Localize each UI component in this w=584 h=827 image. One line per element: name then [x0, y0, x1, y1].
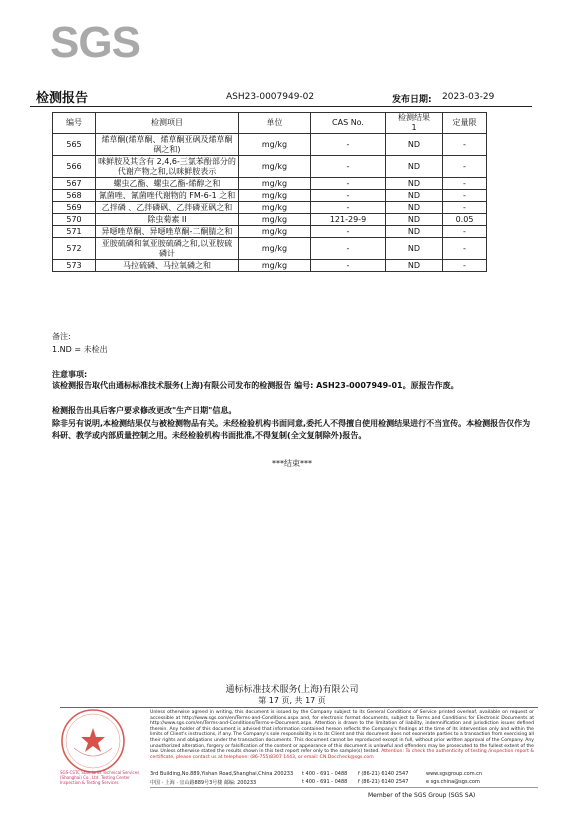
cell-result: ND	[386, 226, 443, 238]
cell-unit: mg/kg	[239, 190, 311, 202]
footer-divider	[60, 707, 538, 708]
table-row	[53, 238, 487, 260]
cell-item: 烯草酮(烯草酮、烯草酮亚砜及烯草酮砜之和)	[96, 134, 239, 156]
table-row	[53, 260, 487, 272]
address-chinese: 中国 · 上海 · 宜山路889号3号楼 邮编: 200233	[150, 780, 257, 786]
cell-loq: -	[443, 202, 487, 214]
cell-no: 568	[53, 190, 96, 202]
phone-line-2: t 400 - 691 - 0488	[302, 779, 348, 785]
col-header-no: 编号	[53, 113, 96, 134]
table-row	[53, 214, 487, 226]
cell-item: 除虫菊素 II	[96, 214, 239, 226]
cell-loq: -	[443, 260, 487, 272]
cell-loq: 0.05	[443, 214, 487, 226]
table-row	[53, 190, 487, 202]
report-number: ASH23-0007949-02	[226, 92, 315, 102]
page-number: 第 17 页, 共 17 页	[258, 696, 326, 705]
cell-cas: -	[311, 226, 386, 238]
results-table	[52, 112, 487, 272]
cell-loq: -	[443, 178, 487, 190]
cell-cas: -	[311, 260, 386, 272]
cell-item: 马拉硫磷、马拉氧磷之和	[96, 260, 239, 272]
cell-no: 572	[53, 238, 96, 260]
notes-nd-definition: 1.ND = 未检出	[52, 345, 108, 354]
table-row	[53, 202, 487, 214]
cell-cas: -	[311, 178, 386, 190]
cell-result: ND	[386, 134, 443, 156]
footer-company-name: 通标标准技术服务(上海)有限公司	[225, 685, 359, 695]
cell-loq: -	[443, 156, 487, 178]
title-divider	[30, 106, 532, 107]
sgs-group-membership: Member of the SGS Group (SGS SA)	[368, 792, 476, 799]
cell-no: 567	[53, 178, 96, 190]
disclaimer-text: Unless otherwise agreed in writing, this document is issued by the Company subject to its General Conditions of Service printed overleaf, available on request or accessible at http://www.sgs.com/en/Terms-and-Conditions.aspx and, for electronic format documents, subject to Terms and Conditions for Electronic Documents at http://www.sgs.com/en/Terms-and-Conditions/Terms-e-Document.aspx. Attention is drawn to the limitation of liability, indemnification and jurisdiction issues defined therein. Any holder of this document is advised that information contained hereon reflects the Company's findings at the time of its intervention only and within the limits of Client's instructions, if any. The Company's sole responsibility is to its Client and this document does not exonerate parties to a transaction from exercising all their rights and obligations under the transaction documents. This document cannot be reproduced except in full, without prior written approval of the Company. Any unauthorized alteration, forgery or falsification of the content or appearance of this document is unlawful and offenders may be prosecuted to the fullest extent of the law. Unless otherwise stated the results shown in this test report refer only to the sample(s) tested.	[150, 710, 534, 755]
table-row	[53, 134, 487, 156]
cell-item: 亚胺硫磷和氧亚胺硫磷之和,以亚胺硫磷计	[96, 238, 239, 260]
notes-label: 备注:	[52, 332, 71, 341]
notice-title: 注意事项:	[52, 370, 88, 379]
cell-no: 565	[53, 134, 96, 156]
seal-caption: SGS-CSTC Standards Technical Services (Shanghai) Co., Ltd. Testing Center Inspection & Testing Services	[60, 770, 140, 785]
email: e sgs.china@sgs.com	[426, 779, 480, 785]
cell-item: 乙拌磷 、乙拌磷砜、乙拌磷亚砜之和	[96, 202, 239, 214]
cell-no: 573	[53, 260, 96, 272]
cell-item: 氰菌唑、氰菌唑代谢物的 FM-6-1 之和	[96, 190, 239, 202]
authenticity-warning: Attention: To check the authenticity of testing /inspection report & certificate, please contact us at telephone: (86-755)8307 1443, or email: CN.Doccheck@sgs.com	[150, 749, 535, 760]
issue-date-value: 2023-03-29	[442, 92, 495, 102]
binding-edge-arc	[575, 445, 584, 504]
table-row	[53, 156, 487, 178]
cell-unit: mg/kg	[239, 260, 311, 272]
cell-cas: 121-29-9	[311, 214, 386, 226]
cell-result: ND	[386, 238, 443, 260]
cell-unit: mg/kg	[239, 178, 311, 190]
cell-loq: -	[443, 226, 487, 238]
cell-cas: -	[311, 202, 386, 214]
report-title: 检测报告	[36, 91, 89, 106]
cell-unit: mg/kg	[239, 134, 311, 156]
company-seal-stamp	[60, 708, 126, 774]
cell-cas: -	[311, 156, 386, 178]
notice-paragraph-modification: 检测报告出具后客户要求修改更改"生产日期"信息。	[52, 406, 237, 415]
issue-date-label: 发布日期:	[392, 95, 432, 105]
legal-disclaimer	[150, 710, 534, 760]
col-header-item: 检测项目	[96, 113, 239, 134]
cell-unit: mg/kg	[239, 202, 311, 214]
cell-no: 569	[53, 202, 96, 214]
table-row	[53, 226, 487, 238]
phone-line-1: t 400 - 691 - 0488	[302, 771, 348, 777]
col-header-loq: 定量限	[443, 113, 487, 134]
fax-line-1: f (86-21) 6140 2547	[358, 771, 409, 777]
cell-cas: -	[311, 190, 386, 202]
cell-item: 咪鲜胺及其含有 2,4,6-三氯苯酚部分的代谢产物之和,以咪鲜胺表示	[96, 156, 239, 178]
cell-no: 566	[53, 156, 96, 178]
fax-line-2: f (86-21) 6140 2547	[358, 779, 409, 785]
sgs-logo: SGS	[50, 18, 140, 67]
cell-loq: -	[443, 238, 487, 260]
cell-result: ND	[386, 156, 443, 178]
table-row	[53, 178, 487, 190]
cell-cas: -	[311, 134, 386, 156]
cell-no: 571	[53, 226, 96, 238]
notice-paragraph-usage: 除非另有说明,本检测结果仅与被检测物品有关。未经检验机构书面同意,委托人不得擅自使用检测结果进行不当宣传。本检测报告仅作为科研、教学或内部质量控制之用。未经检验机构书面批准,不得复制(全文复制除外)报告。	[52, 419, 531, 440]
cell-loq: -	[443, 190, 487, 202]
cell-unit: mg/kg	[239, 214, 311, 226]
cell-result: ND	[386, 190, 443, 202]
website: www.sgsgroup.com.cn	[426, 771, 483, 777]
col-header-unit: 单位	[239, 113, 311, 134]
end-of-report-mark: ***结束***	[272, 459, 312, 468]
col-header-result: 检测结果 1	[386, 113, 443, 134]
cell-unit: mg/kg	[239, 226, 311, 238]
cell-result: ND	[386, 202, 443, 214]
cell-unit: mg/kg	[239, 156, 311, 178]
cell-loq: -	[443, 134, 487, 156]
cell-result: ND	[386, 214, 443, 226]
footer-divider-bottom	[150, 787, 538, 788]
cell-item: 异噁唑草酮、异噁唑草酮-二酮腈之和	[96, 226, 239, 238]
notice-paragraph-replacement: 该检测报告取代由通标标准技术服务(上海)有限公司发布的检测报告 编号: ASH23-0007949-01。原报告作废。	[52, 381, 459, 390]
table-header-row	[53, 113, 487, 134]
cell-no: 570	[53, 214, 96, 226]
address-english: 3rd Building,No.889,Yishan Road,Shanghai,China 200233	[150, 771, 294, 777]
cell-item: 螺虫乙酯、螺虫乙酯-烯醇之和	[96, 178, 239, 190]
cell-cas: -	[311, 238, 386, 260]
cell-unit: mg/kg	[239, 238, 311, 260]
col-header-cas: CAS No.	[311, 113, 386, 134]
cell-result: ND	[386, 260, 443, 272]
cell-result: ND	[386, 178, 443, 190]
